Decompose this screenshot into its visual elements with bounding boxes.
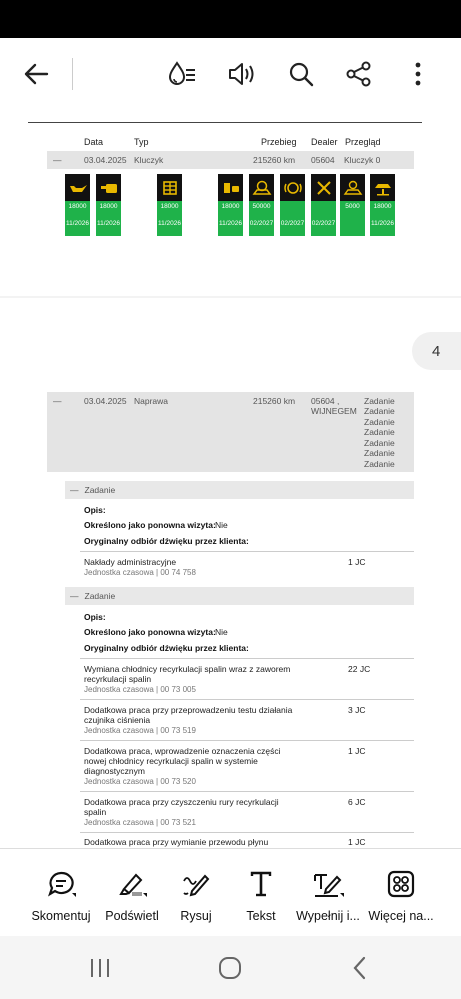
section-title: Zadanie [84,485,116,495]
air-filter-icon [162,180,178,196]
item-sub: Jednostka czasowa | 00 73 519 [84,726,196,735]
draw-icon [181,869,211,899]
service-tile-air-filter: 18000 11/2026 [157,174,182,236]
item-qty: 6 JC [348,797,366,807]
row-toggle[interactable]: — [53,396,62,406]
fill-sign-icon [312,869,344,899]
service-tile-oil-filter: 18000 11/2026 [96,174,121,236]
service-tile-brake-fluid: 02/2027 [280,174,305,236]
row-review-item: Zadanie [364,448,395,458]
separator [80,791,414,792]
row-review-item: Zadanie [364,417,395,427]
tool-comment[interactable] [26,849,96,937]
service-car-icon [252,180,272,196]
revisit-label: Określono jako ponowna wizyta: [84,520,216,530]
more-tools-icon [387,870,415,898]
item-qty: 1 JC [348,837,366,847]
col-header-type: Typ [134,137,149,147]
home-icon[interactable] [216,954,244,982]
oil-filter-icon [99,181,119,195]
tool-highlight[interactable] [100,849,164,937]
pdf-page-3 [0,110,461,296]
row-review: Kluczyk 0 [344,155,381,165]
annotation-toolbar [0,848,461,937]
opis-label: Opis: [84,612,106,622]
share-icon[interactable] [341,56,377,92]
tool-label: Podświetl [105,909,159,923]
tool-label: Wypełnij i... [296,909,360,923]
collapse-icon: — [70,591,79,601]
tool-text[interactable] [234,849,288,937]
text-icon [248,870,274,898]
col-header-mileage: Przebieg [261,137,297,147]
row-date: 03.04.2025 [84,396,127,406]
separator [80,699,414,700]
service-tile-tools: 02/2027 [311,174,336,236]
item-qty: 1 JC [348,746,366,756]
toolbar-divider [72,58,73,90]
item-name: spalin [84,807,107,817]
opis-label: Opis: [84,505,106,515]
speaker-icon[interactable] [224,56,260,92]
row-review-item: Zadanie [364,427,395,437]
service-tile-car-lift: 18000 11/2026 [370,174,395,236]
read-mode-icon[interactable] [164,56,200,92]
revisit-label: Określono jako ponowna wizyta: [84,627,216,637]
revisit-value: Nie [215,627,228,637]
row-type: Naprawa [134,396,169,406]
row-review-item: Zadanie [364,396,395,406]
comment-icon [46,869,76,899]
row-type: Kluczyk [134,155,164,165]
tool-draw[interactable] [168,849,224,937]
item-name: Dodatkowa praca przy czyszczeniu rury recyrkulacji [84,797,279,807]
item-qty: 1 JC [348,557,366,567]
item-name: czujnika ciśnienia [84,715,151,725]
row-mileage: 215260 km [253,155,296,165]
item-name: Dodatkowa praca przy wymianie przewodu płynu [84,837,269,847]
recents-icon[interactable] [86,954,114,982]
item-qty: 3 JC [348,705,366,715]
revisit-value: Nie [215,520,228,530]
row-toggle[interactable]: — [53,155,62,165]
row-dealer: 05604 , [311,396,340,406]
row-review-item: Zadanie [364,406,395,416]
item-sub: Jednostka czasowa | 00 73 005 [84,685,196,694]
table-rule [28,122,422,123]
item-name: Dodatkowa praca przy przeprowadzeniu testu działania [84,705,293,715]
highlight-icon [116,869,148,899]
item-name: Nakłady administracyjne [84,557,177,567]
service-tile-car-service: 50000 02/2027 [249,174,274,236]
tool-label: Więcej na... [368,909,434,923]
item-sub: Jednostka czasowa | 00 73 521 [84,818,196,827]
item-sub: Jednostka czasowa | 00 73 520 [84,777,196,786]
row-mileage: 215260 km [253,396,296,406]
car-lift-icon [373,180,393,196]
brake-fluid-icon [283,180,303,196]
item-name: Dodatkowa praca, wprowadzenie oznaczenia części [84,746,281,756]
item-name: recyrkulacji spalin [84,674,152,684]
pdf-page-4 [0,298,461,848]
col-header-dealer: Dealer [311,137,338,147]
back-arrow-icon[interactable] [18,56,54,92]
item-name: nowej chłodnicy recyrkulacji spalin w systemie [84,756,258,766]
item-name: Wymiana chłodnicy recyrkulacji spalin wraz z zaworem [84,664,291,674]
row-review-item: Zadanie [364,438,395,448]
service-tile-brake-warning: 5000 [340,174,365,236]
separator [80,740,414,741]
service-tile-oil: 18000 11/2026 [65,174,90,236]
col-header-date: Data [84,137,104,147]
tool-label: Rysuj [180,909,212,923]
page-number-badge[interactable]: 4 [412,332,461,370]
fuel-filter-icon [221,181,241,195]
col-header-review: Przegląd [345,137,381,147]
tool-label: Skomentuj [31,909,91,923]
tool-fill-sign[interactable] [292,849,364,937]
service-tile-fuel-filter: 18000 11/2026 [218,174,243,236]
collapse-icon: — [70,485,79,495]
row-dealer: 05604 [311,155,335,165]
tool-more[interactable] [366,849,436,937]
status-bar [0,0,461,38]
tool-label: Tekst [246,909,276,923]
back-icon[interactable] [346,954,374,982]
separator [80,551,414,552]
row-date: 03.04.2025 [84,155,127,165]
original-label: Oryginalny odbiór dźwięku przez klienta: [84,643,249,653]
brake-warning-car-icon [343,180,363,196]
section-title: Zadanie [84,591,116,601]
app-toolbar [0,38,461,111]
separator [80,658,414,659]
search-icon[interactable] [283,56,319,92]
tools-icon [315,179,333,197]
section-header[interactable] [65,481,414,499]
item-qty: 22 JC [348,664,371,674]
item-sub: Jednostka czasowa | 00 74 758 [84,568,196,577]
more-vert-icon[interactable] [400,56,436,92]
item-name: diagnostycznym [84,766,145,776]
row-dealer-city: WIJNEGEM [311,406,357,416]
oil-can-icon [68,182,88,194]
row-review-item: Zadanie [364,459,395,469]
system-nav-bar [0,936,461,999]
separator [80,832,414,833]
original-label: Oryginalny odbiór dźwięku przez klienta: [84,536,249,546]
section-header[interactable] [65,587,414,605]
